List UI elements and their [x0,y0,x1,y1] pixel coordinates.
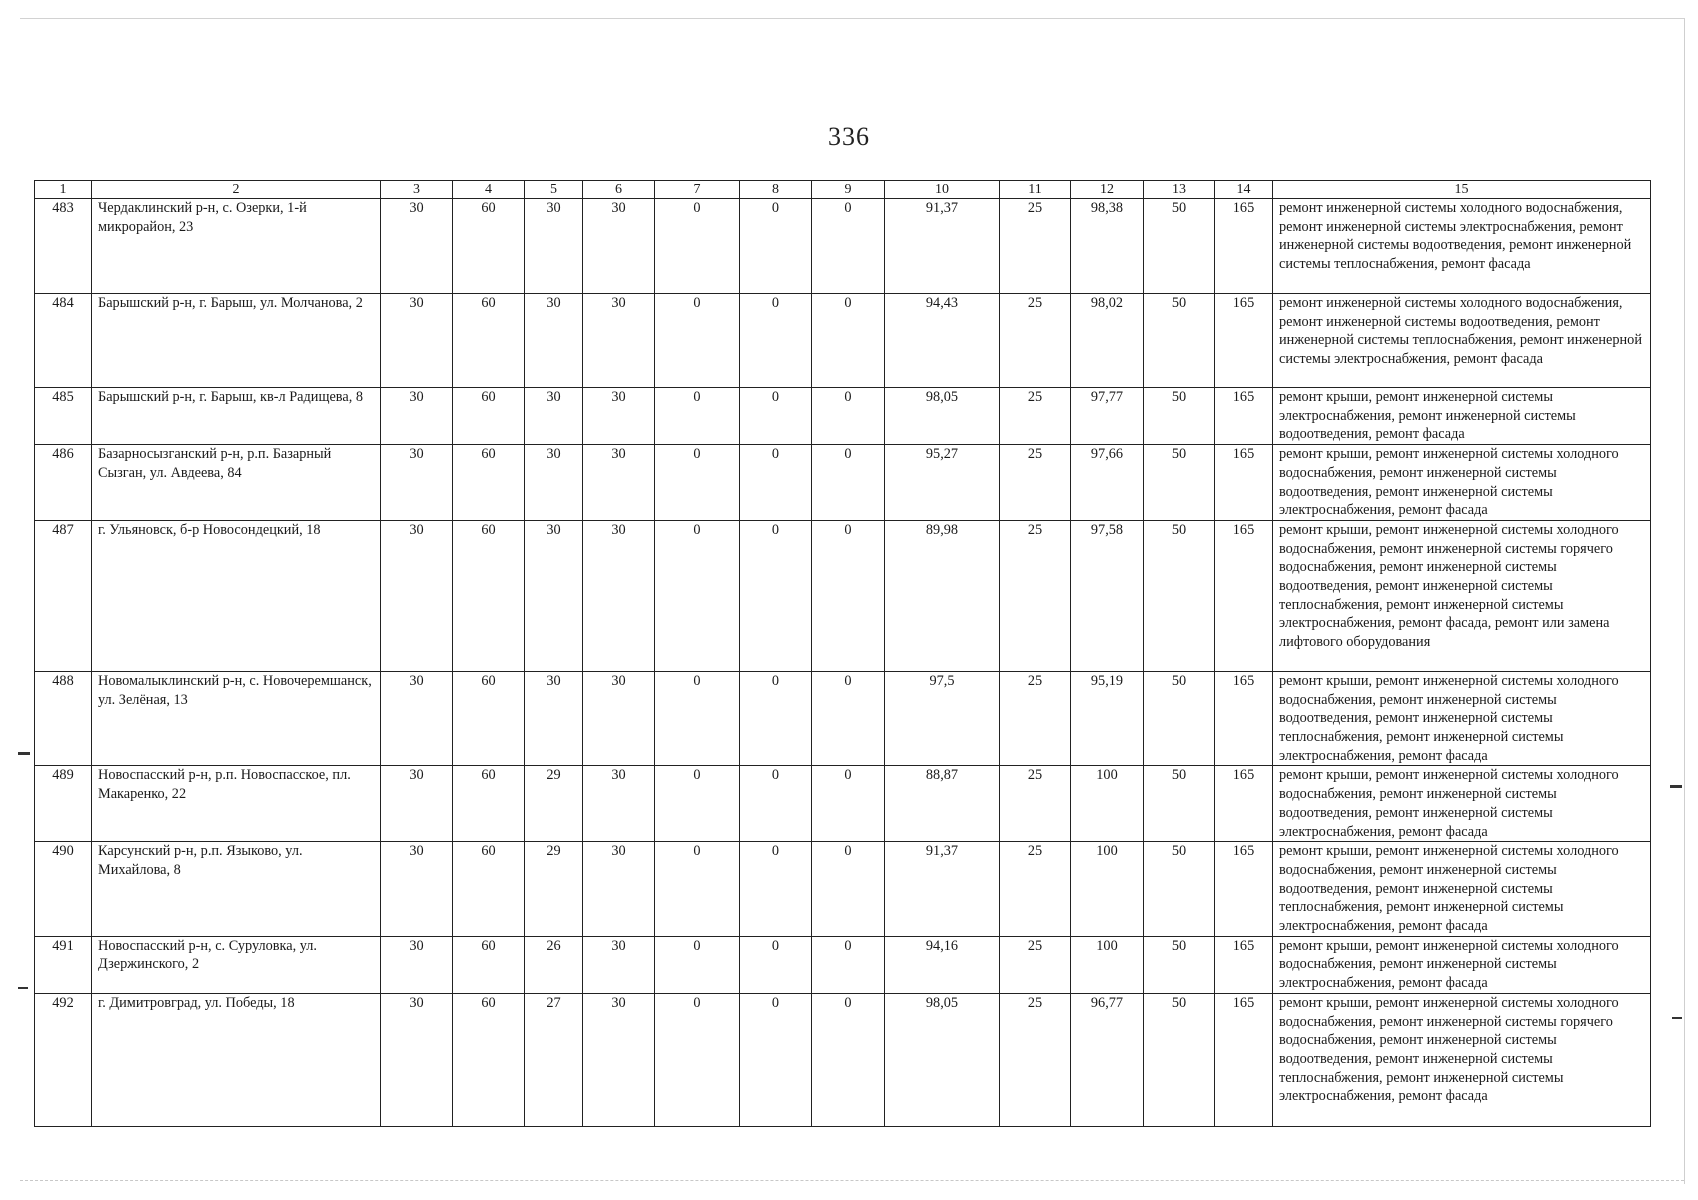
value-col-11: 25 [1000,842,1071,937]
value-col-6: 30 [583,671,655,766]
repair-works: ремонт крыши, ремонт инженерной системы холодного водоснабжения, ремонт инженерной системы горячего водоснабжения, ремонт инженерной системы водоотведения, ремонт инженерной системы теплоснабжения, ремонт инженерной системы электроснабжения, ремонт фасада [1273,993,1651,1126]
row-number: 489 [35,766,92,842]
repair-works: ремонт инженерной системы холодного водоснабжения, ремонт инженерной системы электроснабжения, ремонт инженерной системы водоотведения, ремонт инженерной системы теплоснабжения, ремонт фасада [1273,199,1651,294]
value-col-14: 165 [1215,936,1273,993]
value-col-9: 0 [812,936,885,993]
scan-mark-right-2 [1672,1017,1682,1019]
value-col-11: 25 [1000,936,1071,993]
value-col-7: 0 [655,993,740,1126]
value-col-6: 30 [583,842,655,937]
repair-works: ремонт крыши, ремонт инженерной системы холодного водоснабжения, ремонт инженерной системы водоотведения, ремонт инженерной системы теплоснабжения, ремонт инженерной системы электроснабжения, ремонт фасада [1273,671,1651,766]
value-col-7: 0 [655,936,740,993]
value-col-8: 0 [740,936,812,993]
value-col-12: 100 [1071,842,1144,937]
address: Барышский р-н, г. Барыш, ул. Молчанова, 2 [92,294,381,388]
value-col-4: 60 [453,294,525,388]
value-col-11: 25 [1000,199,1071,294]
row-number: 488 [35,671,92,766]
column-number: 15 [1273,181,1651,199]
column-number: 1 [35,181,92,199]
column-number: 2 [92,181,381,199]
scan-bottom-edge [20,1180,1684,1181]
value-col-6: 30 [583,445,655,521]
table-row [35,766,1651,842]
value-col-11: 25 [1000,993,1071,1126]
value-col-10: 91,37 [885,199,1000,294]
value-col-6: 30 [583,993,655,1126]
value-col-5: 30 [525,520,583,671]
table-row [35,520,1651,671]
value-col-13: 50 [1144,520,1215,671]
row-number: 483 [35,199,92,294]
value-col-8: 0 [740,520,812,671]
column-number: 11 [1000,181,1071,199]
column-number: 12 [1071,181,1144,199]
table-row [35,445,1651,521]
value-col-14: 165 [1215,766,1273,842]
column-number: 6 [583,181,655,199]
value-col-13: 50 [1144,445,1215,521]
address: Базарносызганский р-н, р.п. Базарный Сызган, ул. Авдеева, 84 [92,445,381,521]
column-number: 5 [525,181,583,199]
value-col-7: 0 [655,842,740,937]
value-col-5: 30 [525,445,583,521]
repair-works: ремонт крыши, ремонт инженерной системы холодного водоснабжения, ремонт инженерной системы электроснабжения, ремонт фасада [1273,936,1651,993]
table-row [35,936,1651,993]
value-col-5: 30 [525,388,583,445]
value-col-12: 100 [1071,936,1144,993]
repair-works: ремонт крыши, ремонт инженерной системы холодного водоснабжения, ремонт инженерной системы горячего водоснабжения, ремонт инженерной системы водоотведения, ремонт инженерной системы теплоснабжения, ремонт инженерной системы электроснабжения, ремонт фасада, ремонт или замена лифтового оборудования [1273,520,1651,671]
value-col-12: 97,66 [1071,445,1144,521]
value-col-14: 165 [1215,294,1273,388]
value-col-13: 50 [1144,199,1215,294]
value-col-13: 50 [1144,766,1215,842]
address: Чердаклинский р-н, с. Озерки, 1-й микрорайон, 23 [92,199,381,294]
value-col-12: 100 [1071,766,1144,842]
value-col-3: 30 [381,766,453,842]
value-col-5: 29 [525,842,583,937]
table-row [35,993,1651,1126]
row-number: 487 [35,520,92,671]
value-col-7: 0 [655,766,740,842]
value-col-7: 0 [655,671,740,766]
column-number: 3 [381,181,453,199]
row-number: 491 [35,936,92,993]
value-col-8: 0 [740,445,812,521]
value-col-13: 50 [1144,936,1215,993]
scan-mark-left-1 [18,752,30,755]
value-col-10: 97,5 [885,671,1000,766]
page-number: 336 [828,122,870,151]
value-col-6: 30 [583,520,655,671]
value-col-11: 25 [1000,520,1071,671]
value-col-10: 98,05 [885,388,1000,445]
value-col-9: 0 [812,671,885,766]
value-col-7: 0 [655,199,740,294]
value-col-3: 30 [381,294,453,388]
column-number: 14 [1215,181,1273,199]
repair-works: ремонт крыши, ремонт инженерной системы холодного водоснабжения, ремонт инженерной системы водоотведения, ремонт инженерной системы электроснабжения, ремонт фасада [1273,445,1651,521]
column-number: 4 [453,181,525,199]
value-col-8: 0 [740,842,812,937]
value-col-6: 30 [583,388,655,445]
value-col-4: 60 [453,671,525,766]
column-number: 10 [885,181,1000,199]
repair-works: ремонт крыши, ремонт инженерной системы электроснабжения, ремонт инженерной системы водоотведения, ремонт фасада [1273,388,1651,445]
address: Новоспасский р-н, р.п. Новоспасское, пл. Макаренко, 22 [92,766,381,842]
address: г. Димитровград, ул. Победы, 18 [92,993,381,1126]
row-number: 486 [35,445,92,521]
value-col-4: 60 [453,388,525,445]
table-body [35,181,1651,1127]
value-col-13: 50 [1144,993,1215,1126]
scan-mark-left-2 [18,987,28,989]
value-col-12: 97,58 [1071,520,1144,671]
value-col-13: 50 [1144,294,1215,388]
value-col-12: 98,02 [1071,294,1144,388]
value-col-9: 0 [812,388,885,445]
column-number: 8 [740,181,812,199]
value-col-4: 60 [453,199,525,294]
value-col-10: 94,16 [885,936,1000,993]
value-col-9: 0 [812,199,885,294]
value-col-13: 50 [1144,388,1215,445]
column-number: 9 [812,181,885,199]
value-col-12: 95,19 [1071,671,1144,766]
repair-works: ремонт крыши, ремонт инженерной системы холодного водоснабжения, ремонт инженерной системы водоотведения, ремонт инженерной системы теплоснабжения, ремонт инженерной системы электроснабжения, ремонт фасада [1273,842,1651,937]
value-col-6: 30 [583,294,655,388]
value-col-11: 25 [1000,294,1071,388]
value-col-9: 0 [812,520,885,671]
value-col-9: 0 [812,294,885,388]
value-col-5: 27 [525,993,583,1126]
value-col-3: 30 [381,520,453,671]
value-col-4: 60 [453,936,525,993]
value-col-10: 95,27 [885,445,1000,521]
address: Новоспасский р-н, с. Суруловка, ул. Дзержинского, 2 [92,936,381,993]
value-col-11: 25 [1000,445,1071,521]
value-col-9: 0 [812,993,885,1126]
value-col-14: 165 [1215,199,1273,294]
value-col-3: 30 [381,388,453,445]
repair-table [34,180,1651,1127]
value-col-11: 25 [1000,766,1071,842]
value-col-7: 0 [655,445,740,521]
value-col-5: 26 [525,936,583,993]
table-row [35,388,1651,445]
value-col-8: 0 [740,993,812,1126]
value-col-3: 30 [381,842,453,937]
column-number-row [35,181,1651,199]
value-col-11: 25 [1000,671,1071,766]
value-col-10: 94,43 [885,294,1000,388]
row-number: 492 [35,993,92,1126]
value-col-11: 25 [1000,388,1071,445]
value-col-8: 0 [740,671,812,766]
table-row [35,294,1651,388]
value-col-3: 30 [381,993,453,1126]
value-col-5: 30 [525,199,583,294]
value-col-5: 30 [525,294,583,388]
value-col-13: 50 [1144,842,1215,937]
value-col-14: 165 [1215,445,1273,521]
value-col-10: 88,87 [885,766,1000,842]
value-col-9: 0 [812,842,885,937]
value-col-7: 0 [655,388,740,445]
value-col-6: 30 [583,936,655,993]
value-col-8: 0 [740,766,812,842]
address: Новомалыклинский р-н, с. Новочеремшанск, ул. Зелёная, 13 [92,671,381,766]
value-col-12: 97,77 [1071,388,1144,445]
address: Барышский р-н, г. Барыш, кв-л Радищева, 8 [92,388,381,445]
value-col-14: 165 [1215,388,1273,445]
value-col-6: 30 [583,766,655,842]
scan-mark-right-1 [1670,785,1682,788]
repair-works: ремонт крыши, ремонт инженерной системы холодного водоснабжения, ремонт инженерной системы водоотведения, ремонт инженерной системы электроснабжения, ремонт фасада [1273,766,1651,842]
table-row [35,671,1651,766]
value-col-4: 60 [453,993,525,1126]
value-col-14: 165 [1215,520,1273,671]
value-col-10: 89,98 [885,520,1000,671]
repair-works: ремонт инженерной системы холодного водоснабжения, ремонт инженерной системы водоотведения, ремонт инженерной системы теплоснабжения, ремонт инженерной системы электроснабжения, ремонт фасада [1273,294,1651,388]
value-col-8: 0 [740,388,812,445]
value-col-14: 165 [1215,671,1273,766]
address: Карсунский р-н, р.п. Языково, ул. Михайлова, 8 [92,842,381,937]
value-col-5: 30 [525,671,583,766]
value-col-9: 0 [812,445,885,521]
value-col-14: 165 [1215,842,1273,937]
value-col-14: 165 [1215,993,1273,1126]
value-col-8: 0 [740,294,812,388]
address: г. Ульяновск, б-р Новосондецкий, 18 [92,520,381,671]
value-col-3: 30 [381,936,453,993]
table-row [35,199,1651,294]
value-col-5: 29 [525,766,583,842]
value-col-7: 0 [655,520,740,671]
value-col-10: 98,05 [885,993,1000,1126]
value-col-8: 0 [740,199,812,294]
value-col-3: 30 [381,199,453,294]
row-number: 490 [35,842,92,937]
value-col-12: 96,77 [1071,993,1144,1126]
value-col-4: 60 [453,445,525,521]
value-col-13: 50 [1144,671,1215,766]
value-col-12: 98,38 [1071,199,1144,294]
value-col-7: 0 [655,294,740,388]
row-number: 485 [35,388,92,445]
row-number: 484 [35,294,92,388]
value-col-4: 60 [453,842,525,937]
value-col-3: 30 [381,445,453,521]
column-number: 7 [655,181,740,199]
value-col-4: 60 [453,766,525,842]
value-col-3: 30 [381,671,453,766]
value-col-9: 0 [812,766,885,842]
value-col-6: 30 [583,199,655,294]
column-number: 13 [1144,181,1215,199]
table-row [35,842,1651,937]
value-col-4: 60 [453,520,525,671]
value-col-10: 91,37 [885,842,1000,937]
